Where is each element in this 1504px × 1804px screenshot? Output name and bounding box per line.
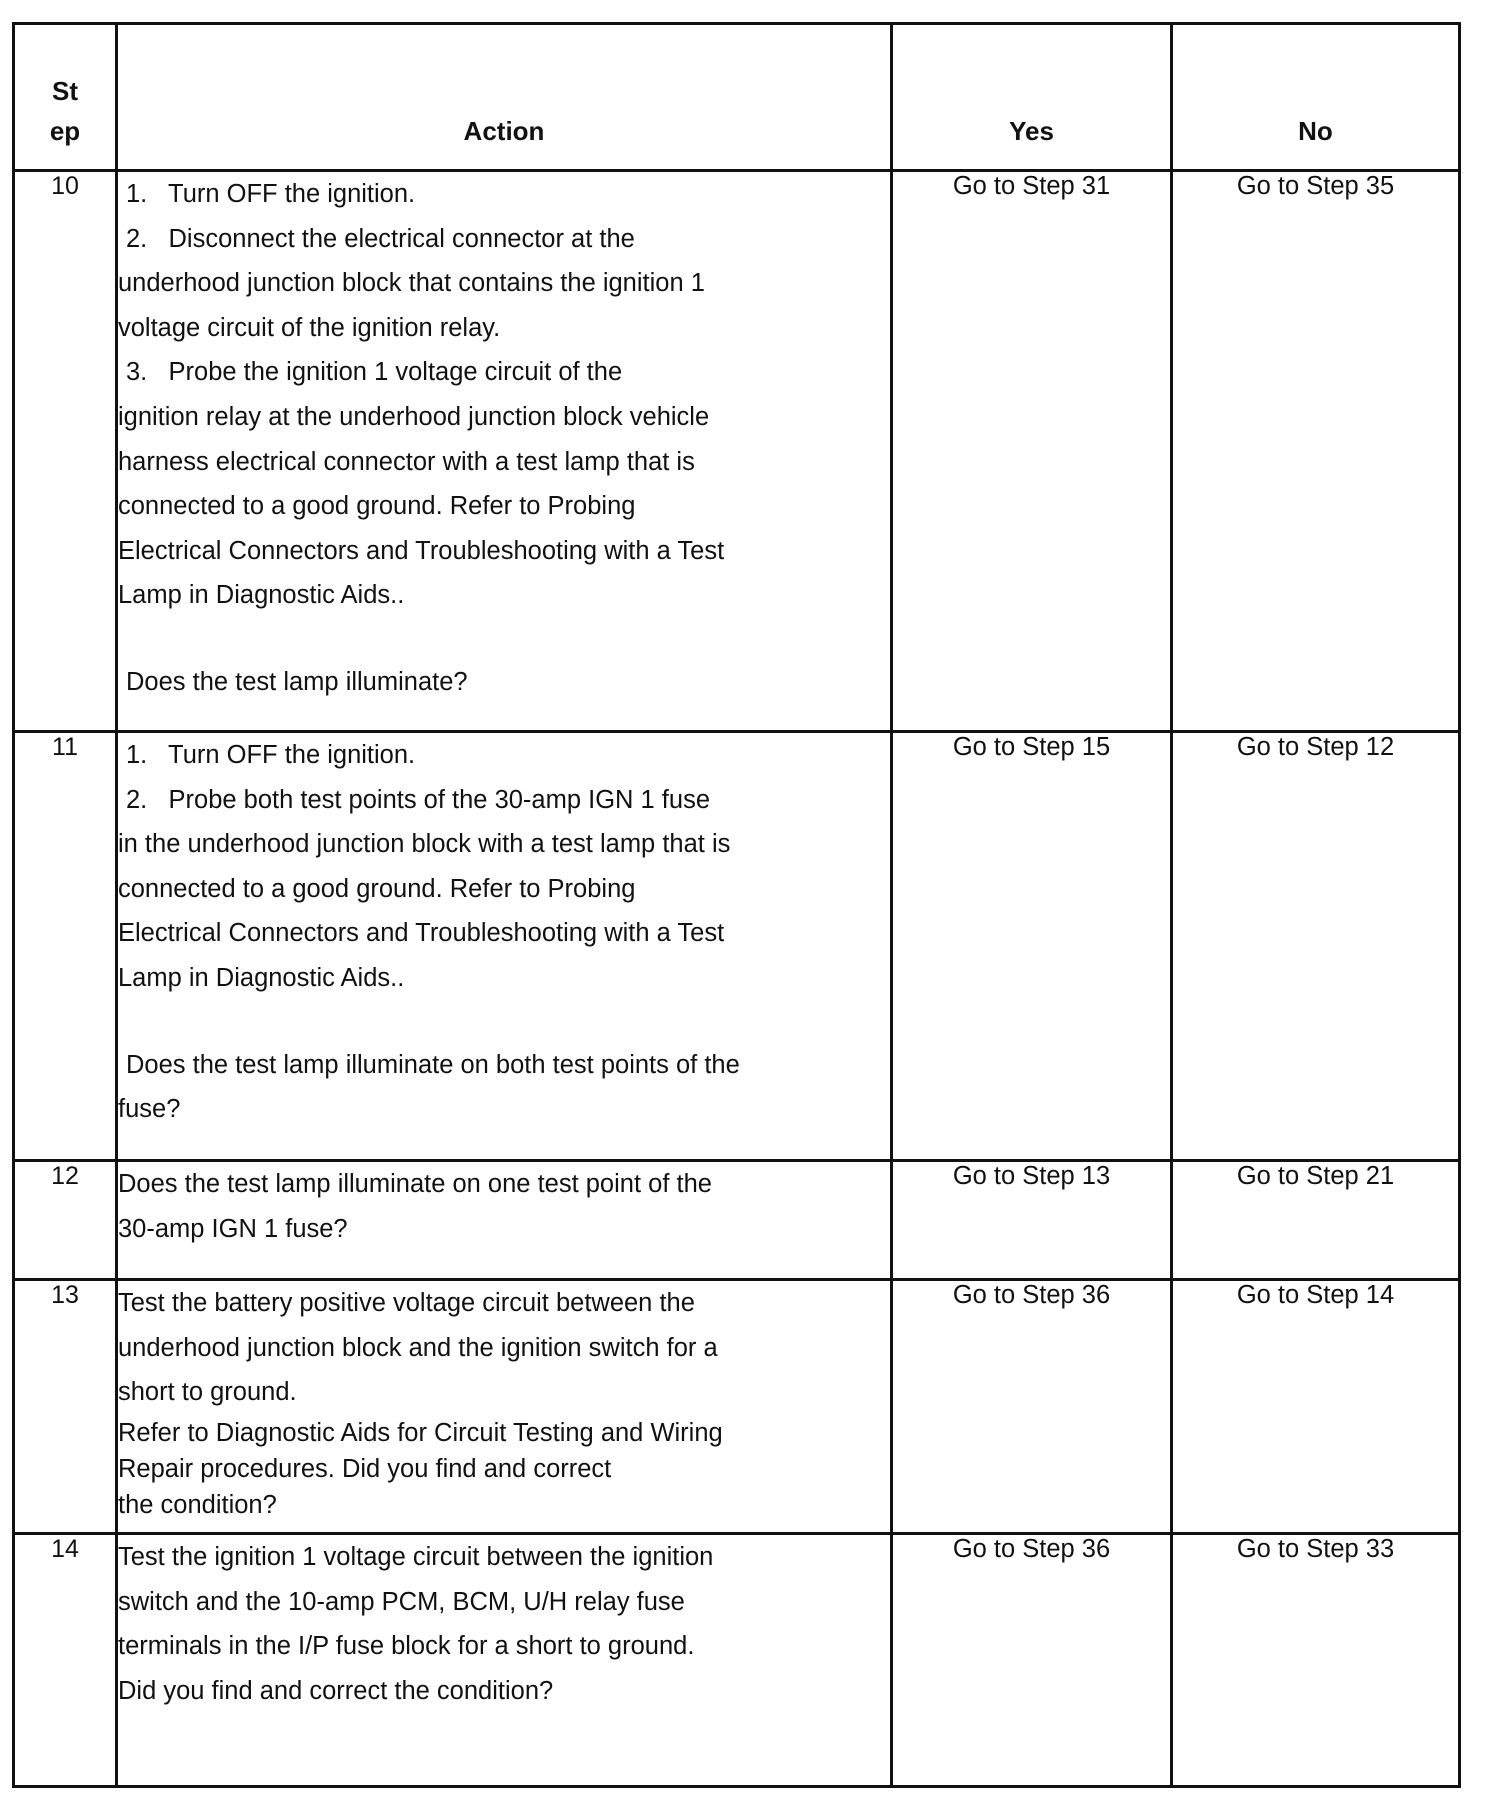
action-cell — [117, 171, 892, 732]
action-line: 3. Probe the ignition 1 voltage circuit of the — [126, 358, 623, 387]
action-line: ignition relay at the underhood junction block vehicle — [118, 402, 710, 431]
action-line: underhood junction block and the ignition switch for a — [118, 1333, 718, 1362]
diagnostic-table — [12, 22, 1461, 1788]
action-question: Does the test lamp illuminate on both test points of the — [126, 1050, 740, 1079]
action-line: 30-amp IGN 1 fuse? — [118, 1214, 348, 1243]
action-line: switch and the 10-amp PCM, BCM, U/H relay fuse — [118, 1587, 685, 1616]
step-number: 11 — [14, 732, 117, 1161]
step-number: 14 — [14, 1534, 117, 1787]
action-line: Test the ignition 1 voltage circuit between the ignition — [118, 1543, 714, 1571]
action-line: the condition? — [118, 1490, 277, 1519]
header-step: St ep — [14, 24, 117, 171]
action-line: Test the battery positive voltage circuit between the — [118, 1289, 695, 1317]
action-line: voltage circuit of the ignition relay. — [118, 313, 501, 342]
no-cell: Go to Step 33 — [1172, 1534, 1460, 1787]
yes-cell: Go to Step 31 — [892, 171, 1172, 732]
header-action: Action — [117, 24, 892, 171]
table-row — [14, 171, 1460, 732]
action-question: Does the test lamp illuminate? — [126, 667, 468, 696]
action-line: Did you find and correct the condition? — [118, 1676, 554, 1705]
no-cell: Go to Step 35 — [1172, 171, 1460, 732]
step-number: 10 — [14, 171, 117, 732]
action-cell — [117, 1280, 892, 1534]
table-row — [14, 732, 1460, 1161]
yes-cell: Go to Step 15 — [892, 732, 1172, 1161]
header-yes: Yes — [892, 24, 1172, 171]
action-line: 2. Disconnect the electrical connector at the — [126, 224, 635, 253]
table-row — [14, 1161, 1460, 1280]
action-line: Lamp in Diagnostic Aids.. — [118, 581, 405, 610]
action-line: terminals in the I/P fuse block for a short to ground. — [118, 1632, 695, 1661]
action-cell — [117, 732, 892, 1161]
action-cell — [117, 1534, 892, 1787]
table-row — [14, 1280, 1460, 1534]
action-line: Refer to Diagnostic Aids for Circuit Testing and Wiring — [118, 1418, 723, 1447]
yes-cell: Go to Step 13 — [892, 1161, 1172, 1280]
action-question: fuse? — [118, 1095, 181, 1124]
action-line: harness electrical connector with a test lamp that is — [118, 447, 695, 476]
header-no: No — [1172, 24, 1460, 171]
action-line: in the underhood junction block with a test lamp that is — [118, 830, 731, 859]
action-line: 2. Probe both test points of the 30-amp IGN 1 fuse — [126, 785, 710, 814]
action-line: Electrical Connectors and Troubleshooting with a Test — [118, 919, 725, 948]
action-line: 1. Turn OFF the ignition. — [126, 741, 416, 769]
action-line: Lamp in Diagnostic Aids.. — [118, 963, 405, 992]
yes-cell: Go to Step 36 — [892, 1534, 1172, 1787]
action-line: Electrical Connectors and Troubleshooting with a Test — [118, 536, 725, 565]
action-cell — [117, 1161, 892, 1280]
action-line: 1. Turn OFF the ignition. — [126, 180, 416, 208]
no-cell: Go to Step 14 — [1172, 1280, 1460, 1534]
action-line: Does the test lamp illuminate on one test point of the — [118, 1170, 712, 1198]
step-number: 13 — [14, 1280, 117, 1534]
no-cell: Go to Step 12 — [1172, 732, 1460, 1161]
table-row — [14, 1534, 1460, 1787]
step-number: 12 — [14, 1161, 117, 1280]
action-line: short to ground. — [118, 1378, 297, 1407]
action-line: underhood junction block that contains the ignition 1 — [118, 269, 705, 298]
header-row — [14, 24, 1460, 171]
action-line: connected to a good ground. Refer to Probing — [118, 492, 636, 521]
yes-cell: Go to Step 36 — [892, 1280, 1172, 1534]
no-cell: Go to Step 21 — [1172, 1161, 1460, 1280]
action-line: connected to a good ground. Refer to Probing — [118, 874, 636, 903]
action-line: Repair procedures. Did you find and correct — [118, 1454, 612, 1483]
